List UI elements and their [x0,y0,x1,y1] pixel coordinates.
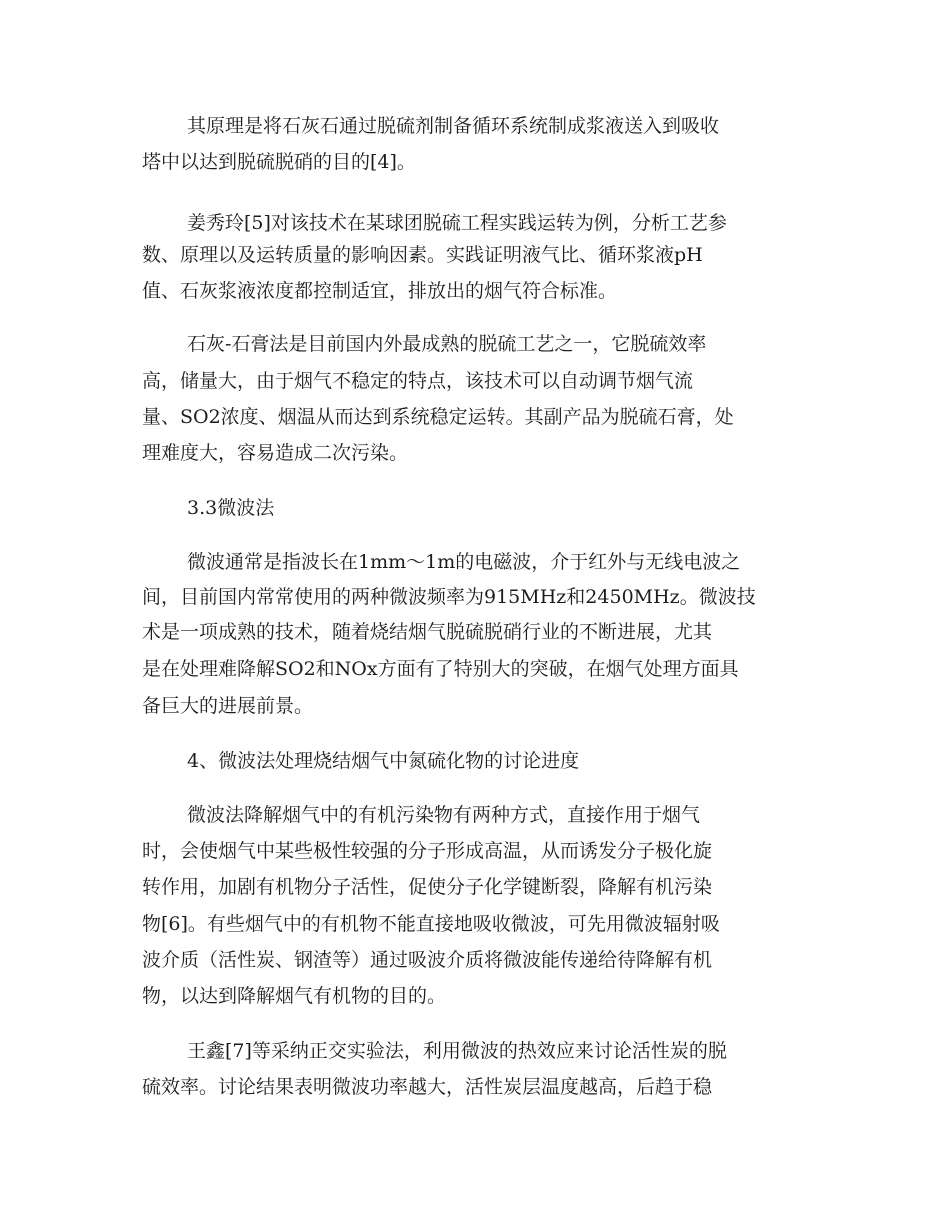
paragraph-5-line-5: 备巨大的进展前景。 [142,695,314,717]
paragraph-5-line-2: 间，目前国内常常使用的两种微波频率为915MHz和2450MHz。微波技 [142,586,756,608]
paragraph-7-line-5: 波介质（活性炭、钢渣等）通过吸波介质将微波能传递给待降解有机 [142,949,713,971]
paragraph-7-line-2: 时，会使烟气中某些极性较强的分子形成高温，从而诱发分子极化旋 [142,840,713,862]
paragraph-2-line-3: 值、石灰浆液浓度都控制适宜，排放出的烟气符合标准。 [142,280,618,302]
paragraph-3-line-1: 石灰-石膏法是目前国内外最成熟的脱硫工艺之一，它脱硫效率 [187,333,707,355]
paragraph-8-line-1: 王鑫[7]等采纳正交实验法，利用微波的热效应来讨论活性炭的脱 [187,1040,727,1062]
section-heading-3-3: 3.3微波法 [187,497,275,519]
paragraph-3-line-4: 理难度大，容易造成二次污染。 [142,442,409,464]
paragraph-1-line-1: 其原理是将石灰石通过脱硫剂制备循环系统制成浆液送入到吸收 [187,115,720,137]
paragraph-7-line-4: 物[6]。有些烟气中的有机物不能直接地吸收微波，可先用微波辐射吸 [142,913,720,935]
paragraph-7-line-3: 转作用，加剧有机物分子活性，促使分子化学键断裂，降解有机污染 [142,876,713,898]
section-heading-4: 4、微波法处理烧结烟气中氮硫化物的讨论进度 [187,750,580,772]
paragraph-2-line-1: 姜秀玲[5]对该技术在某球团脱硫工程实践运转为例，分析工艺参 [187,212,727,234]
paragraph-5-line-3: 术是一项成熟的技术，随着烧结烟气脱硫脱硝行业的不断进展，尤其 [142,621,713,643]
paragraph-8-line-2: 硫效率。讨论结果表明微波功率越大，活性炭层温度越高，后趋于稳 [142,1076,713,1098]
paragraph-5-line-4: 是在处理难降解SO2和NOx方面有了特别大的突破，在烟气处理方面具 [142,658,739,680]
paragraph-7-line-6: 物，以达到降解烟气有机物的目的。 [142,985,447,1007]
paragraph-5-line-1: 微波通常是指波长在1mm～1m的电磁波，介于红外与无线电波之 [187,551,741,573]
paragraph-3-line-2: 高，储量大，由于烟气不稳定的特点，该技术可以自动调节烟气流 [142,370,694,392]
paragraph-3-line-3: 量、SO2浓度、烟温从而达到系统稳定运转。其副产品为脱硫石膏，处 [142,406,734,428]
paragraph-2-line-2: 数、原理以及运转质量的影响因素。实践证明液气比、循环浆液pH [142,244,703,266]
paragraph-7-line-1: 微波法降解烟气中的有机污染物有两种方式，直接作用于烟气 [187,804,701,826]
paragraph-1-line-2: 塔中以达到脱硫脱硝的目的[4]。 [142,151,416,173]
